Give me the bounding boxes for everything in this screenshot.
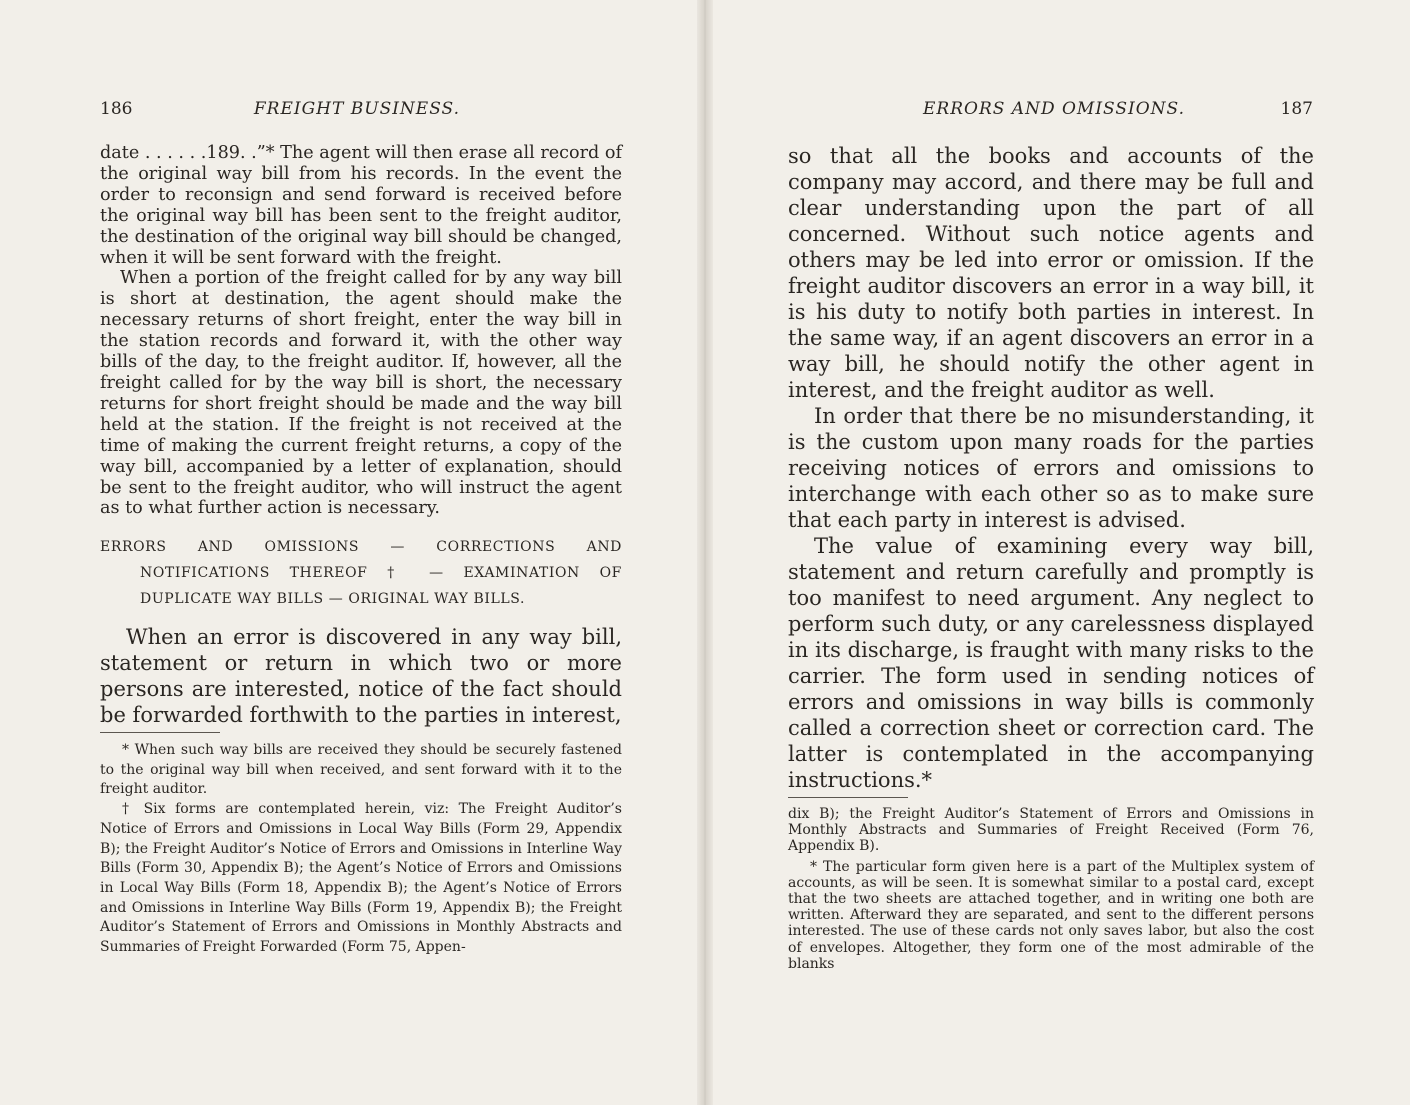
footnote-rule bbox=[788, 797, 908, 798]
left-page-header bbox=[100, 96, 460, 122]
section-heading-block bbox=[100, 534, 622, 612]
footnote: * The particular form given here is a part of the Multiplex system of accounts, as will be seen. It is somewhat similar to a postal card, except that the two sheets are attached together, and in writing one both are written. Afterward they are separated, and sent to the different persons interested. The use of these cards not only saves labor, but also the cost of envelopes. Altogether, they form one of the most admirable of the blanks bbox=[788, 858, 1314, 972]
footnote-rule bbox=[100, 732, 220, 733]
book-gutter bbox=[697, 0, 713, 1105]
left-large-text bbox=[100, 624, 622, 958]
footnote: * When such way bills are received they should be securely fastened to the original way bill when received, and sent forward with it to the freight auditor. bbox=[100, 742, 622, 798]
page-number: 186 bbox=[100, 99, 133, 119]
right-page bbox=[705, 0, 1410, 1105]
right-page-header bbox=[923, 96, 1313, 122]
paragraph: The value of examining every way bill, statement and return carefully and promptly is too manifest to need argument. Any neglect to perform such duty, or any carelessness displayed in its discharge, is fraught with many risks to the carrier. The form used in sending notices of errors and omissions in way bills is commonly called a correction sheet or correction card. The latter is contemplated in the accompanying instructions.* bbox=[788, 534, 1314, 792]
paragraph: so that all the books and accounts of the company may accord, and there may be full and clear understanding upon the part of all concerned. Without such notice agents and others may be led into error or omission. If the freight auditor discovers an error in a way bill, it is his duty to notify both parties in interest. In the same way, if an agent discovers an error in a way bill, he should notify the other agent in interest, and the freight auditor as well. bbox=[788, 144, 1314, 402]
running-head: ERRORS AND OMISSIONS. bbox=[923, 99, 1186, 119]
footnote: † Six forms are contemplated herein, viz: The Freight Auditor’s Notice of Errors and Omissions in Local Way Bills (Form 29, Appendix B); the Freight Auditor’s Notice of Errors and Omissions in Interline Way Bills (Form 30, Appendix B); the Agent’s Notice of Errors and Omissions in Local Way Bills (Form 18, Appendix B); the Agent’s Notice of Errors and Omissions in Interline Way Bills (Form 19, Appendix B); the Freight Auditor’s Statement of Errors and Omissions in Monthly Abstracts and Summaries of Freight Forwarded (Form 75, Appen- bbox=[100, 801, 622, 956]
paragraph: date . . . . . .189. .”* The agent will then erase all record of the original way bill from his records. In the event the order to reconsign and send forward is received before the original way bill has been sent to the freight auditor, the destination of the original way bill should be changed, when it will be sent forward with the freight. bbox=[100, 143, 622, 268]
page-number: 187 bbox=[1280, 99, 1313, 119]
right-body-text bbox=[788, 143, 1314, 972]
paragraph: In order that there be no misunderstanding, it is the custom upon many roads for the parties receiving notices of errors and omissions to interchange with each other so as to make sure that each party in interest is advised. bbox=[788, 404, 1314, 532]
left-body-text bbox=[100, 143, 622, 519]
paragraph: When an error is discovered in any way bill, statement or return in which two or more persons are interested, notice of the fact should be forwarded forthwith to the parties in interest, bbox=[100, 625, 622, 727]
running-head: FREIGHT BUSINESS. bbox=[253, 99, 460, 119]
paragraph: When a portion of the freight called for by any way bill is short at destination, the agent should make the necessary returns of short freight, enter the way bill in the station records and forward it, with the other way bills of the day, to the freight auditor. If, however, all the freight called for by the way bill is short, the necessary returns for short freight should be made and the way bill held at the station. If the freight is not received at the time of making the current freight returns, a copy of the way bill, accompanied by a letter of explanation, should be sent to the freight auditor, who will instruct the agent as to what further action is necessary. bbox=[100, 268, 622, 519]
section-heading: ERRORS AND OMISSIONS — CORRECTIONS AND NOTIFICATIONS THEREOF † — EXAMINATION OF DUPLICATE WAY BILLS — ORIGINAL WAY BILLS. bbox=[100, 539, 622, 607]
footnote: dix B); the Freight Auditor’s Statement of Errors and Omissions in Monthly Abstracts and Summaries of Freight Received (Form 76, Appendix B). bbox=[788, 806, 1314, 855]
